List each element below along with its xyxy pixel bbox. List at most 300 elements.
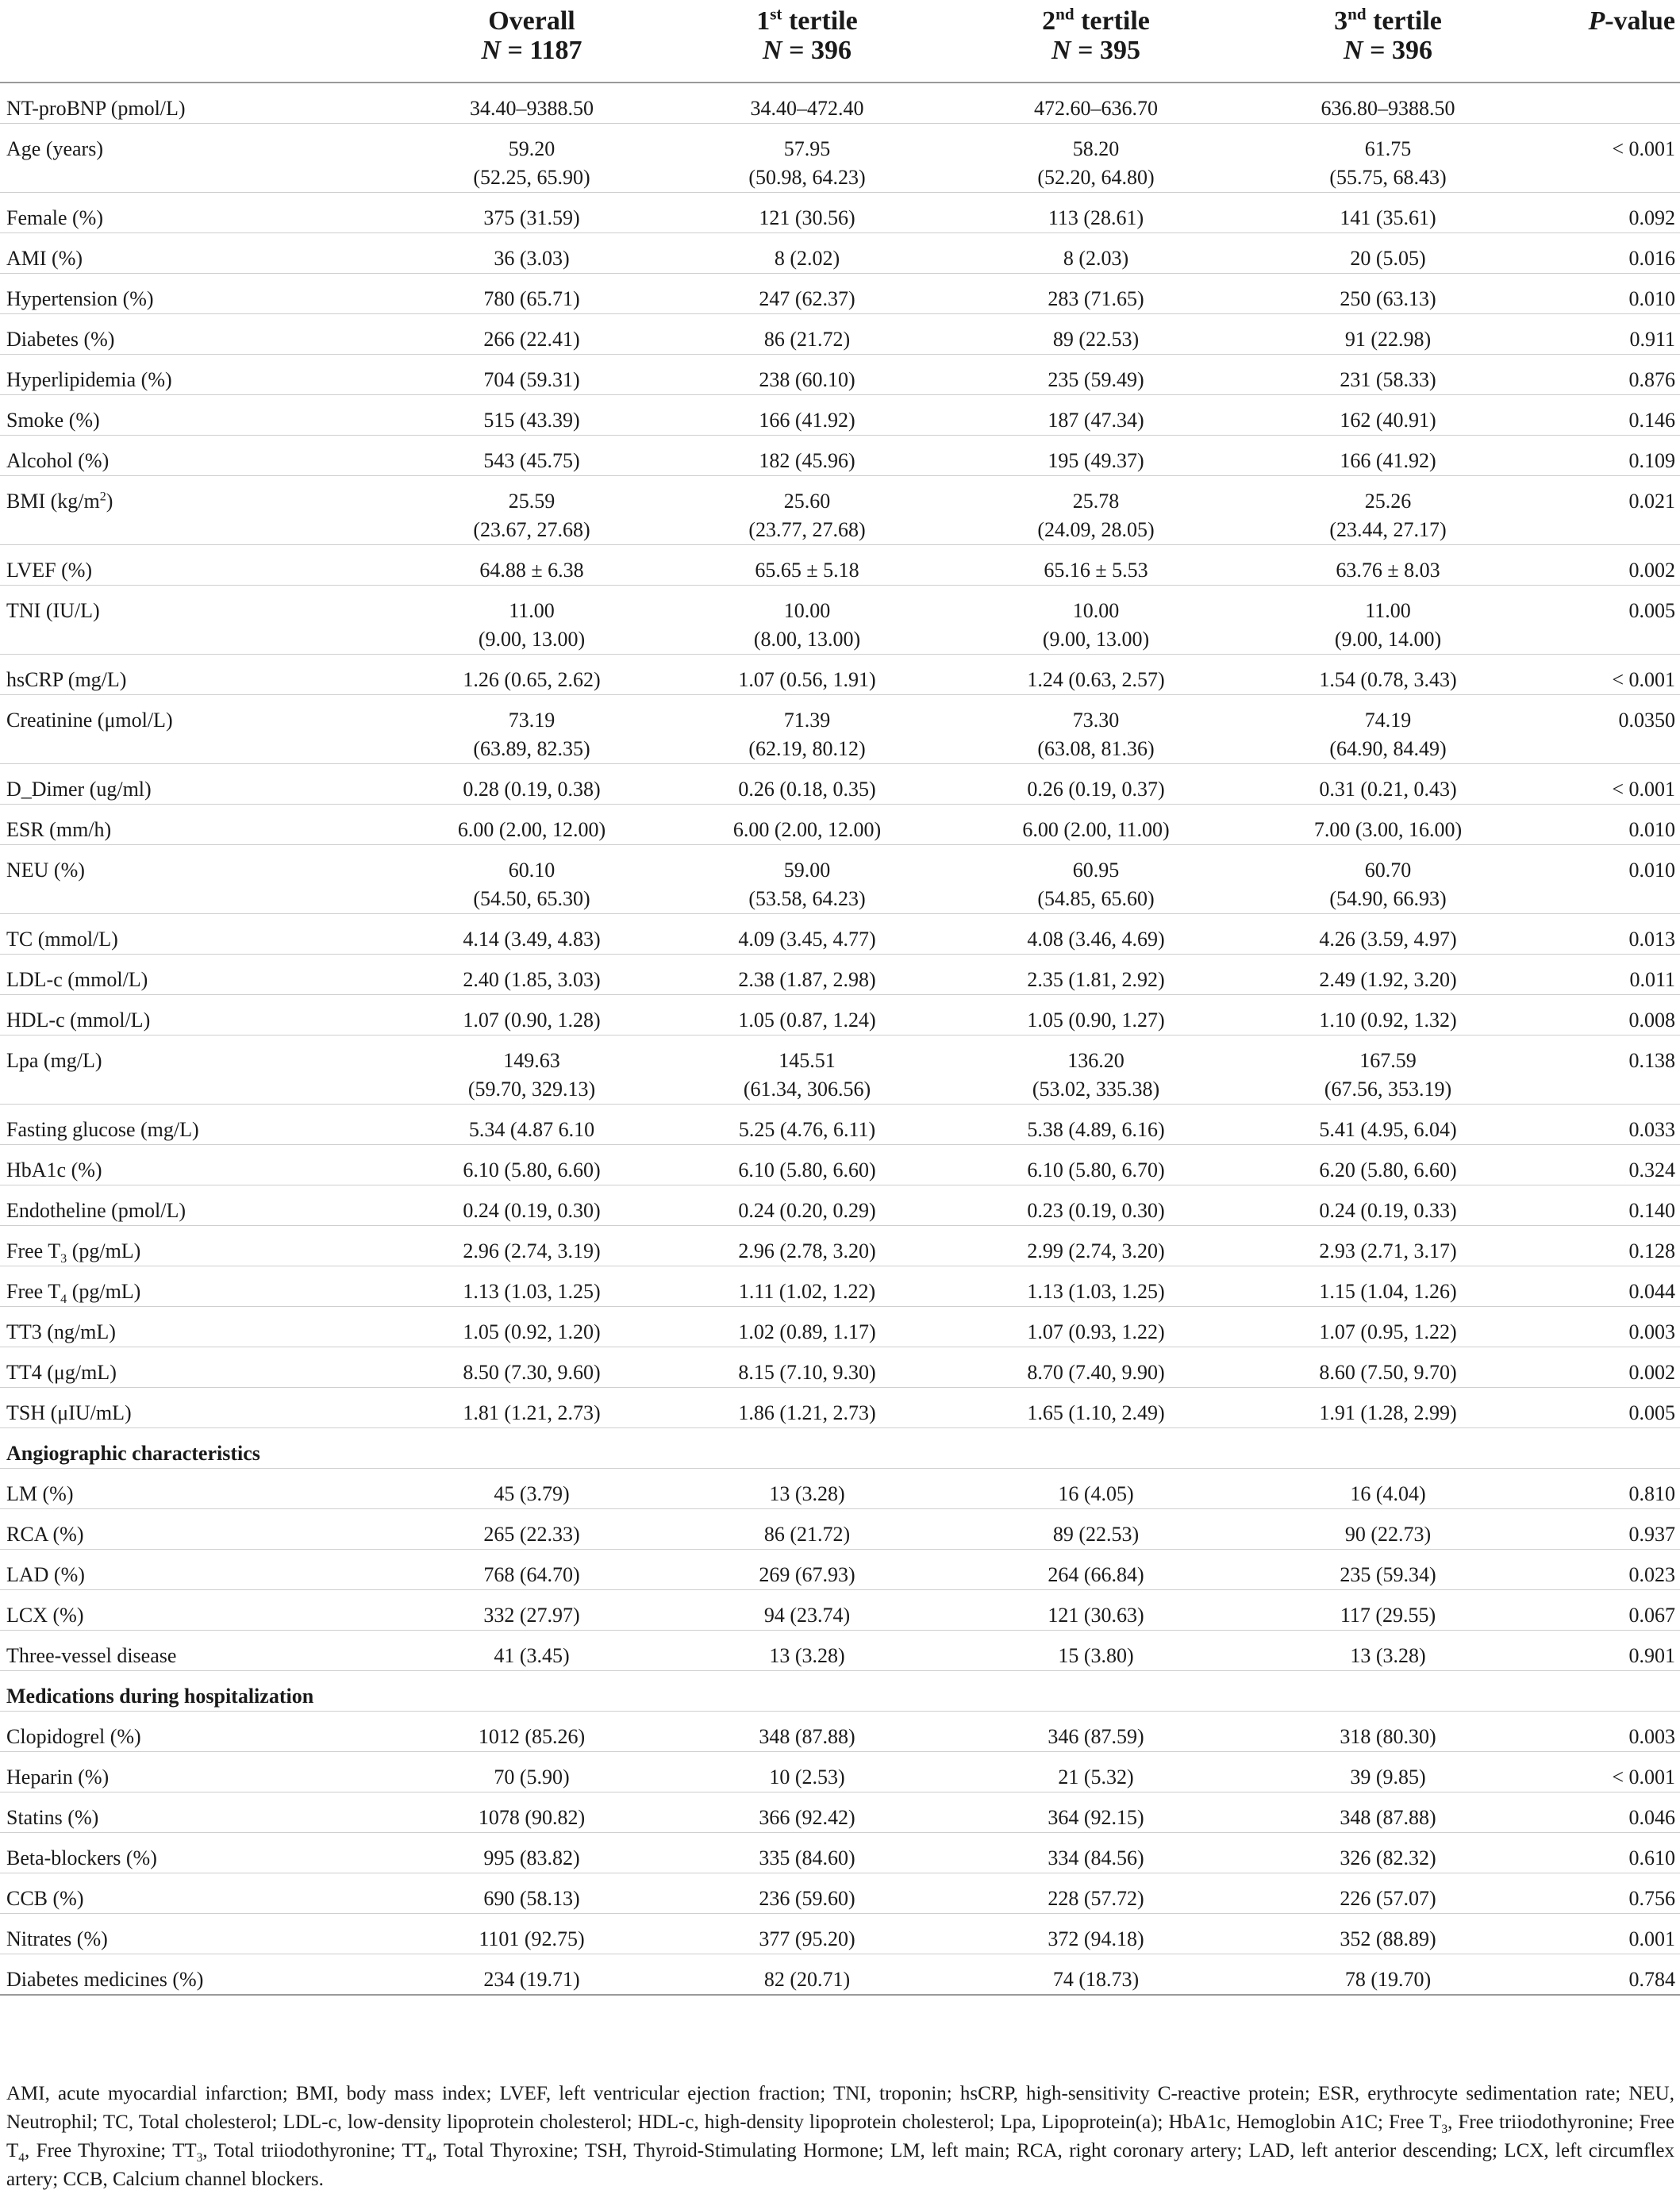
cell-value-line: 1.91 (1.28, 2.99) xyxy=(1319,1401,1457,1424)
cell-t1 xyxy=(663,764,951,805)
cell-value-line: 25.78 xyxy=(1072,490,1120,513)
cell-value-line: 332 (27.97) xyxy=(483,1604,580,1627)
cell-value-line: 8.70 (7.40, 9.90) xyxy=(1027,1361,1165,1384)
cell-t1 xyxy=(663,1145,951,1185)
cell-t1 xyxy=(663,436,951,476)
row-label-text: Hypertension (%) xyxy=(6,287,154,310)
table-row xyxy=(0,1145,1680,1185)
cell-value-line: 1.07 (0.90, 1.28) xyxy=(463,1009,601,1032)
cell-value-line: 364 (92.15) xyxy=(1048,1806,1144,1829)
row-label-text: Heparin (%) xyxy=(6,1766,110,1789)
cell-value-line: 5.34 (4.87 6.10 xyxy=(468,1118,595,1141)
cell-value-line: 13 (3.28) xyxy=(1350,1644,1426,1667)
row-label xyxy=(0,764,401,805)
cell-value-line: 238 (60.10) xyxy=(759,368,855,391)
cell-t3 xyxy=(1240,395,1536,436)
cell-t1 xyxy=(663,83,951,124)
cell-t3 xyxy=(1240,1307,1536,1347)
cell-t1 xyxy=(663,1590,951,1631)
cell-p-value: 0.002 xyxy=(1536,545,1680,586)
cell-value-line: 265 (22.33) xyxy=(483,1523,580,1546)
cell-t3 xyxy=(1240,1036,1536,1105)
cell-value-line: 65.16 ± 5.53 xyxy=(1044,559,1148,582)
cell-t2 xyxy=(951,476,1240,545)
cell-t2 xyxy=(951,1631,1240,1671)
cell-value-line: (23.44, 27.17) xyxy=(1329,518,1447,541)
cell-value-line: 1012 (85.26) xyxy=(478,1725,586,1748)
cell-overall xyxy=(401,586,663,655)
footnote-subscript: 3 xyxy=(196,2151,203,2165)
cell-value-line: 0.26 (0.18, 0.35) xyxy=(738,778,876,801)
row-label-text: NT-proBNP (pmol/L) xyxy=(6,97,186,120)
row-label-subscript: 3 xyxy=(60,1252,67,1266)
row-label-text: Lpa (mg/L) xyxy=(6,1049,102,1072)
cell-t3 xyxy=(1240,1347,1536,1388)
cell-t2 xyxy=(951,845,1240,914)
cell-value-line: 162 (40.91) xyxy=(1340,409,1436,432)
cell-t2 xyxy=(951,1873,1240,1914)
cell-p-value: 0.138 xyxy=(1536,1036,1680,1105)
cell-value-line: 0.26 (0.19, 0.37) xyxy=(1027,778,1165,801)
row-label-tail: ) xyxy=(106,490,113,513)
cell-value-line: 15 (3.80) xyxy=(1058,1644,1134,1667)
cell-value-line: 74 (18.73) xyxy=(1052,1968,1140,1991)
cell-overall xyxy=(401,955,663,995)
cell-value-line: 86 (21.72) xyxy=(763,1523,851,1546)
row-label-text: Female (%) xyxy=(6,206,104,229)
cell-overall xyxy=(401,395,663,436)
row-label-text: Nitrates (%) xyxy=(6,1927,108,1950)
table-row xyxy=(0,914,1680,955)
cell-t2 xyxy=(951,764,1240,805)
cell-value-line: (55.75, 68.43) xyxy=(1329,166,1447,189)
cell-value-line: 1.05 (0.92, 1.20) xyxy=(463,1320,601,1343)
row-label xyxy=(0,655,401,695)
cell-value-line: 2.35 (1.81, 2.92) xyxy=(1027,968,1165,991)
cell-t1 xyxy=(663,395,951,436)
cell-value-line: (54.50, 65.30) xyxy=(473,887,590,910)
table-row xyxy=(0,1469,1680,1509)
cell-value-line: 63.76 ± 8.03 xyxy=(1336,559,1440,582)
table-row xyxy=(0,1833,1680,1873)
row-label-tail: (pg/mL) xyxy=(67,1239,141,1262)
row-label-text: LCX (%) xyxy=(6,1604,84,1627)
cell-value-line: 121 (30.56) xyxy=(759,206,855,229)
cell-value-line: 5.25 (4.76, 6.11) xyxy=(738,1118,876,1141)
cell-overall xyxy=(401,193,663,233)
cell-t1 xyxy=(663,845,951,914)
cell-value-line: 1.10 (0.92, 1.32) xyxy=(1319,1009,1457,1032)
cell-overall xyxy=(401,1873,663,1914)
cell-value-line: 21 (5.32) xyxy=(1058,1766,1134,1789)
cell-value-line: 334 (84.56) xyxy=(1048,1846,1144,1869)
cell-t3 xyxy=(1240,1226,1536,1266)
cell-t1 xyxy=(663,233,951,274)
cell-t1 xyxy=(663,193,951,233)
row-label xyxy=(0,1954,401,1996)
table-row xyxy=(0,805,1680,845)
section-header-row xyxy=(0,1428,1680,1469)
cell-t3 xyxy=(1240,695,1536,764)
cell-value-line: 235 (59.49) xyxy=(1048,368,1144,391)
cell-overall xyxy=(401,83,663,124)
cell-value-line: (63.08, 81.36) xyxy=(1037,737,1155,760)
cell-value-line: (53.02, 335.38) xyxy=(1032,1078,1160,1101)
cell-value-line: 4.26 (3.59, 4.97) xyxy=(1319,928,1457,951)
cell-t3 xyxy=(1240,476,1536,545)
row-label xyxy=(0,1752,401,1792)
cell-value-line: 995 (83.82) xyxy=(483,1846,580,1869)
cell-value-line: 768 (64.70) xyxy=(483,1563,580,1586)
row-label xyxy=(0,695,401,764)
cell-value-line: 6.00 (2.00, 12.00) xyxy=(732,818,882,841)
cell-p-value: 0.046 xyxy=(1536,1792,1680,1833)
cell-value-line: 20 (5.05) xyxy=(1350,247,1426,270)
cell-p-value: 0.002 xyxy=(1536,1347,1680,1388)
footnote-subscript: 4 xyxy=(425,2151,432,2165)
row-label-text: CCB (%) xyxy=(6,1887,84,1910)
cell-value-line: 1.15 (1.04, 1.26) xyxy=(1319,1280,1457,1303)
cell-t1 xyxy=(663,1347,951,1388)
row-label-text: Endotheline (pmol/L) xyxy=(6,1199,186,1222)
row-label xyxy=(0,545,401,586)
cell-t3 xyxy=(1240,1752,1536,1792)
row-label xyxy=(0,1833,401,1873)
row-label-text: AMI (%) xyxy=(6,247,83,270)
cell-value-line: 472.60–636.70 xyxy=(1034,97,1158,120)
row-label xyxy=(0,586,401,655)
table-row xyxy=(0,1388,1680,1428)
row-label-text: RCA (%) xyxy=(6,1523,84,1546)
cell-p-value: 0.810 xyxy=(1536,1469,1680,1509)
cell-t2 xyxy=(951,955,1240,995)
cell-value-line: 145.51 xyxy=(778,1049,836,1072)
cell-value-line: (62.19, 80.12) xyxy=(748,737,866,760)
cell-t2 xyxy=(951,1307,1240,1347)
cell-value-line: 60.95 xyxy=(1072,859,1120,882)
footnote-text: , Total Thyroxine; TSH, Thyroid-Stimulating Hormone; LM, left main; RCA, right coronary artery; LAD, left anterior descending; LCX, left circumflex artery; CCB, Calcium channel blockers. xyxy=(6,2140,1674,2190)
cell-overall xyxy=(401,476,663,545)
cell-value-line: 283 (71.65) xyxy=(1048,287,1144,310)
cell-t2 xyxy=(951,193,1240,233)
row-label-text: Clopidogrel (%) xyxy=(6,1725,141,1748)
cell-t1 xyxy=(663,655,951,695)
cell-p-value: 0.003 xyxy=(1536,1712,1680,1752)
cell-overall xyxy=(401,1266,663,1307)
row-label xyxy=(0,805,401,845)
cell-value-line: 5.41 (4.95, 6.04) xyxy=(1319,1118,1457,1141)
cell-t2 xyxy=(951,1347,1240,1388)
row-label-text: hsCRP (mg/L) xyxy=(6,668,127,691)
cell-value-line: 515 (43.39) xyxy=(483,409,580,432)
cell-t1 xyxy=(663,1036,951,1105)
header-tertile-3-n: N = 396 xyxy=(1344,36,1432,65)
row-label-text: Diabetes (%) xyxy=(6,328,115,351)
footnote-text: , Free Thyroxine; TT xyxy=(25,2140,197,2161)
cell-p-value: 0.610 xyxy=(1536,1833,1680,1873)
cell-value-line: 1.02 (0.89, 1.17) xyxy=(738,1320,876,1343)
cell-value-line: 166 (41.92) xyxy=(759,409,855,432)
cell-p-value: 0.876 xyxy=(1536,355,1680,395)
cell-value-line: (53.58, 64.23) xyxy=(748,887,866,910)
cell-value-line: 326 (82.32) xyxy=(1340,1846,1436,1869)
cell-value-line: 318 (80.30) xyxy=(1340,1725,1436,1748)
cell-t1 xyxy=(663,1712,951,1752)
footnote-text: , Total triiodothyronine; TT xyxy=(202,2140,426,2161)
row-label-subscript: 4 xyxy=(60,1293,67,1307)
cell-p-value: 0.067 xyxy=(1536,1590,1680,1631)
cell-value-line: 187 (47.34) xyxy=(1048,409,1144,432)
cell-value-line: 6.00 (2.00, 12.00) xyxy=(457,818,606,841)
cell-value-line: 136.20 xyxy=(1067,1049,1124,1072)
cell-t1 xyxy=(663,1873,951,1914)
cell-value-line: 352 (88.89) xyxy=(1340,1927,1436,1950)
cell-value-line: 1.24 (0.63, 2.57) xyxy=(1027,668,1165,691)
header-tertile-1-label: 1st tertile xyxy=(756,4,858,36)
cell-value-line: 226 (57.07) xyxy=(1340,1887,1436,1910)
cell-t1 xyxy=(663,995,951,1036)
cell-value-line: 25.59 xyxy=(508,490,556,513)
cell-value-line: 1.13 (1.03, 1.25) xyxy=(463,1280,601,1303)
table-row xyxy=(0,1590,1680,1631)
cell-t2 xyxy=(951,274,1240,314)
cell-t3 xyxy=(1240,655,1536,695)
row-label xyxy=(0,314,401,355)
row-label xyxy=(0,1631,401,1671)
cell-value-line: 372 (94.18) xyxy=(1048,1927,1144,1950)
cell-value-line: 89 (22.53) xyxy=(1052,1523,1140,1546)
table-row xyxy=(0,1873,1680,1914)
header-blank xyxy=(0,0,401,83)
cell-t2 xyxy=(951,1036,1240,1105)
cell-value-line: 780 (65.71) xyxy=(483,287,580,310)
cell-value-line: 6.00 (2.00, 11.00) xyxy=(1022,818,1170,841)
cell-t3 xyxy=(1240,274,1536,314)
cell-t2 xyxy=(951,1550,1240,1590)
cell-value-line: 1.81 (1.21, 2.73) xyxy=(463,1401,601,1424)
cell-value-line: 11.00 xyxy=(509,599,555,622)
cell-value-line: 366 (92.42) xyxy=(759,1806,855,1829)
cell-value-line: 182 (45.96) xyxy=(759,449,855,472)
cell-overall xyxy=(401,1036,663,1105)
cell-value-line: 236 (59.60) xyxy=(759,1887,855,1910)
row-label-superscript: 2 xyxy=(99,490,106,504)
cell-value-line: 34.40–9388.50 xyxy=(470,97,594,120)
cell-p-value: 0.023 xyxy=(1536,1550,1680,1590)
cell-p-value: 0.016 xyxy=(1536,233,1680,274)
cell-value-line: 266 (22.41) xyxy=(483,328,580,351)
cell-value-line: 2.40 (1.85, 3.03) xyxy=(463,968,601,991)
cell-value-line: 121 (30.63) xyxy=(1048,1604,1144,1627)
row-label-text: TT4 (μg/mL) xyxy=(6,1361,117,1384)
row-label xyxy=(0,1145,401,1185)
cell-overall xyxy=(401,314,663,355)
cell-value-line: (54.90, 66.93) xyxy=(1329,887,1447,910)
cell-p-value: < 0.001 xyxy=(1536,764,1680,805)
row-label xyxy=(0,1185,401,1226)
row-label-text: Hyperlipidemia (%) xyxy=(6,368,172,391)
cell-overall xyxy=(401,1307,663,1347)
cell-t3 xyxy=(1240,805,1536,845)
table-row xyxy=(0,355,1680,395)
cell-t1 xyxy=(663,1469,951,1509)
row-label xyxy=(0,1226,401,1266)
cell-value-line: 348 (87.88) xyxy=(759,1725,855,1748)
cell-t1 xyxy=(663,914,951,955)
cell-t1 xyxy=(663,1914,951,1954)
cell-value-line: (9.00, 14.00) xyxy=(1334,628,1442,651)
cell-t3 xyxy=(1240,1631,1536,1671)
cell-t2 xyxy=(951,395,1240,436)
cell-value-line: 250 (63.13) xyxy=(1340,287,1436,310)
cell-overall xyxy=(401,1550,663,1590)
cell-value-line: 11.00 xyxy=(1365,599,1411,622)
table-row xyxy=(0,1752,1680,1792)
cell-value-line: 117 (29.55) xyxy=(1340,1604,1436,1627)
cell-t3 xyxy=(1240,1833,1536,1873)
cell-value-line: 73.30 xyxy=(1072,709,1120,732)
cell-t2 xyxy=(951,233,1240,274)
cell-t1 xyxy=(663,1388,951,1428)
cell-p-value: 0.003 xyxy=(1536,1307,1680,1347)
cell-t3 xyxy=(1240,1105,1536,1145)
cell-value-line: 58.20 xyxy=(1072,137,1120,160)
cell-t2 xyxy=(951,1266,1240,1307)
cell-overall xyxy=(401,124,663,193)
table-row xyxy=(0,695,1680,764)
cell-value-line: (50.98, 64.23) xyxy=(748,166,866,189)
cell-value-line: 2.93 (2.71, 3.17) xyxy=(1319,1239,1457,1262)
row-label-text: Alcohol (%) xyxy=(6,449,110,472)
cell-value-line: 39 (9.85) xyxy=(1350,1766,1426,1789)
cell-value-line: (61.34, 306.56) xyxy=(743,1078,871,1101)
header-p-value: P-value xyxy=(1536,0,1680,83)
cell-value-line: 70 (5.90) xyxy=(494,1766,570,1789)
cell-t3 xyxy=(1240,845,1536,914)
cell-value-line: 1.07 (0.56, 1.91) xyxy=(738,668,876,691)
row-label xyxy=(0,124,401,193)
cell-t2 xyxy=(951,1792,1240,1833)
cell-value-line: 0.24 (0.19, 0.30) xyxy=(463,1199,601,1222)
row-label xyxy=(0,1873,401,1914)
cell-t3 xyxy=(1240,1792,1536,1833)
cell-value-line: 5.38 (4.89, 6.16) xyxy=(1027,1118,1165,1141)
cell-t2 xyxy=(951,1509,1240,1550)
cell-t1 xyxy=(663,955,951,995)
row-label xyxy=(0,1509,401,1550)
cell-overall xyxy=(401,1509,663,1550)
cell-value-line: 91 (22.98) xyxy=(1344,328,1432,351)
cell-overall xyxy=(401,1347,663,1388)
cell-t2 xyxy=(951,314,1240,355)
cell-overall xyxy=(401,914,663,955)
cell-t1 xyxy=(663,1792,951,1833)
cell-t3 xyxy=(1240,124,1536,193)
cell-p-value: 0.021 xyxy=(1536,476,1680,545)
row-label-text: Age (years) xyxy=(6,137,103,160)
cell-value-line: (67.56, 353.19) xyxy=(1324,1078,1452,1101)
cell-t3 xyxy=(1240,1388,1536,1428)
cell-t1 xyxy=(663,695,951,764)
cell-value-line: 59.00 xyxy=(783,859,831,882)
row-label-text: Free T xyxy=(6,1280,61,1303)
cell-value-line: 149.63 xyxy=(503,1049,560,1072)
cell-t2 xyxy=(951,83,1240,124)
cell-t3 xyxy=(1240,436,1536,476)
cell-value-line: (54.85, 65.60) xyxy=(1037,887,1155,910)
cell-value-line: 10.00 xyxy=(1072,599,1120,622)
cell-t1 xyxy=(663,1226,951,1266)
cell-value-line: 1.11 (1.02, 1.22) xyxy=(738,1280,876,1303)
cell-value-line: 16 (4.04) xyxy=(1350,1482,1426,1505)
cell-p-value: 0.010 xyxy=(1536,274,1680,314)
row-label-text: Smoke (%) xyxy=(6,409,100,432)
cell-p-value: 0.013 xyxy=(1536,914,1680,955)
cell-value-line: 1078 (90.82) xyxy=(478,1806,586,1829)
row-label-text: TC (mmol/L) xyxy=(6,928,118,951)
cell-t2 xyxy=(951,695,1240,764)
table-row xyxy=(0,1550,1680,1590)
cell-value-line: 34.40–472.40 xyxy=(750,97,864,120)
row-label xyxy=(0,233,401,274)
row-label xyxy=(0,274,401,314)
cell-t3 xyxy=(1240,1266,1536,1307)
cell-p-value: 0.010 xyxy=(1536,805,1680,845)
cell-p-value: 0.0350 xyxy=(1536,695,1680,764)
cell-value-line: 2.99 (2.74, 3.20) xyxy=(1027,1239,1165,1262)
cell-value-line: 6.10 (5.80, 6.60) xyxy=(738,1158,876,1182)
footnote-text: , Free triiodothyronine; Free T xyxy=(6,2111,1674,2161)
row-label xyxy=(0,1266,401,1307)
cell-value-line: 1.05 (0.87, 1.24) xyxy=(738,1009,876,1032)
cell-value-line: 2.49 (1.92, 3.20) xyxy=(1319,968,1457,991)
cell-value-line: 82 (20.71) xyxy=(763,1968,851,1991)
table-row xyxy=(0,1712,1680,1752)
cell-value-line: 1.13 (1.03, 1.25) xyxy=(1027,1280,1165,1303)
cell-t3 xyxy=(1240,1185,1536,1226)
cell-t2 xyxy=(951,1185,1240,1226)
cell-value-line: 74.19 xyxy=(1364,709,1412,732)
cell-value-line: (23.67, 27.68) xyxy=(473,518,590,541)
cell-overall xyxy=(401,1388,663,1428)
cell-overall xyxy=(401,274,663,314)
row-label xyxy=(0,1914,401,1954)
cell-value-line: 0.23 (0.19, 0.30) xyxy=(1027,1199,1165,1222)
cell-t3 xyxy=(1240,355,1536,395)
cell-overall xyxy=(401,233,663,274)
table-row xyxy=(0,1226,1680,1266)
cell-overall xyxy=(401,805,663,845)
section-title: Angiographic characteristics xyxy=(0,1428,1680,1469)
cell-t2 xyxy=(951,436,1240,476)
row-label-tail: (pg/mL) xyxy=(67,1280,141,1303)
table-row xyxy=(0,1347,1680,1388)
header-tertile-1 xyxy=(663,0,951,83)
cell-value-line: 89 (22.53) xyxy=(1052,328,1140,351)
header-tertile-3 xyxy=(1240,0,1536,83)
row-label xyxy=(0,1036,401,1105)
cell-value-line: 1.07 (0.95, 1.22) xyxy=(1319,1320,1457,1343)
cell-value-line: 704 (59.31) xyxy=(483,368,580,391)
cell-p-value: 0.109 xyxy=(1536,436,1680,476)
cell-value-line: 36 (3.03) xyxy=(494,247,570,270)
cell-value-line: 4.08 (3.46, 4.69) xyxy=(1027,928,1165,951)
cell-value-line: 86 (21.72) xyxy=(763,328,851,351)
cell-overall xyxy=(401,545,663,586)
cell-overall xyxy=(401,1469,663,1509)
cell-t3 xyxy=(1240,955,1536,995)
row-label-text: HbA1c (%) xyxy=(6,1158,102,1182)
